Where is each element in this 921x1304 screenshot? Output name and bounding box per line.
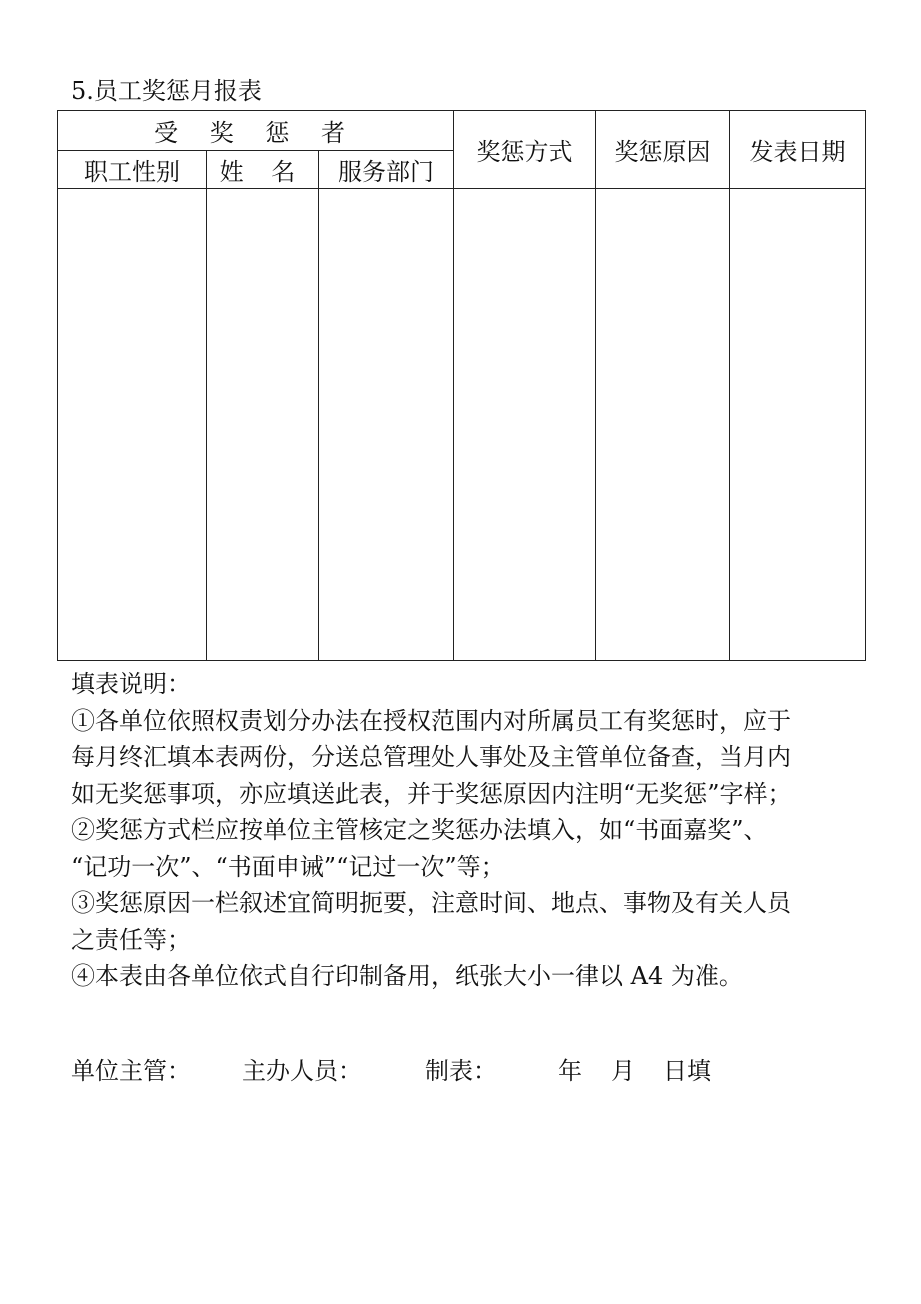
supervisor-label: 单位主管： <box>71 1057 191 1085</box>
month-label: 月 <box>611 1057 635 1085</box>
instructions-heading: 填表说明： <box>71 670 191 698</box>
instruction-line: “记功一次”、“书面申诫”“记过一次”等； <box>71 852 505 881</box>
header-gender: 职工性别 <box>58 151 207 189</box>
header-method: 奖惩方式 <box>454 111 596 189</box>
recipient-group-header: 受 奖 惩 者 <box>58 111 454 151</box>
instruction-line: ②奖惩方式栏应按单位主管核定之奖惩办法填入，如“书面嘉奖”、 <box>71 816 768 844</box>
instruction-line: ③奖惩原因一栏叙述宜简明扼要，注意时间、地点、事物及有关人员 <box>71 889 791 917</box>
day-label: 日填 <box>663 1057 711 1085</box>
maker-label: 制表： <box>425 1057 497 1085</box>
cell-department[interactable] <box>319 189 454 661</box>
cell-name[interactable] <box>207 189 319 661</box>
instruction-line: 之责任等； <box>71 925 191 954</box>
year-label: 年 <box>558 1057 582 1085</box>
cell-gender[interactable] <box>58 189 207 661</box>
form-title: 5.员工奖惩月报表 <box>71 77 262 105</box>
cell-method[interactable] <box>454 189 596 661</box>
instruction-line: ④本表由各单位依式自行印制备用，纸张大小一律以 A4 为准。 <box>71 962 743 990</box>
reward-punishment-table <box>57 110 866 661</box>
handler-label: 主办人员： <box>242 1057 362 1085</box>
header-name: 姓 名 <box>207 151 319 189</box>
header-reason: 奖惩原因 <box>596 111 730 189</box>
instruction-line: 每月终汇填本表两份，分送总管理处人事处及主管单位备查，当月内 <box>71 743 791 771</box>
cell-reason[interactable] <box>596 189 730 661</box>
header-date: 发表日期 <box>730 111 866 189</box>
instruction-line: ①各单位依照权责划分办法在授权范围内对所属员工有奖惩时，应于 <box>71 706 791 735</box>
header-department: 服务部门 <box>319 151 454 189</box>
cell-date[interactable] <box>730 189 866 661</box>
instruction-line: 如无奖惩事项，亦应填送此表，并于奖惩原因内注明“无奖惩”字样； <box>71 779 792 808</box>
instructions <box>71 666 792 995</box>
